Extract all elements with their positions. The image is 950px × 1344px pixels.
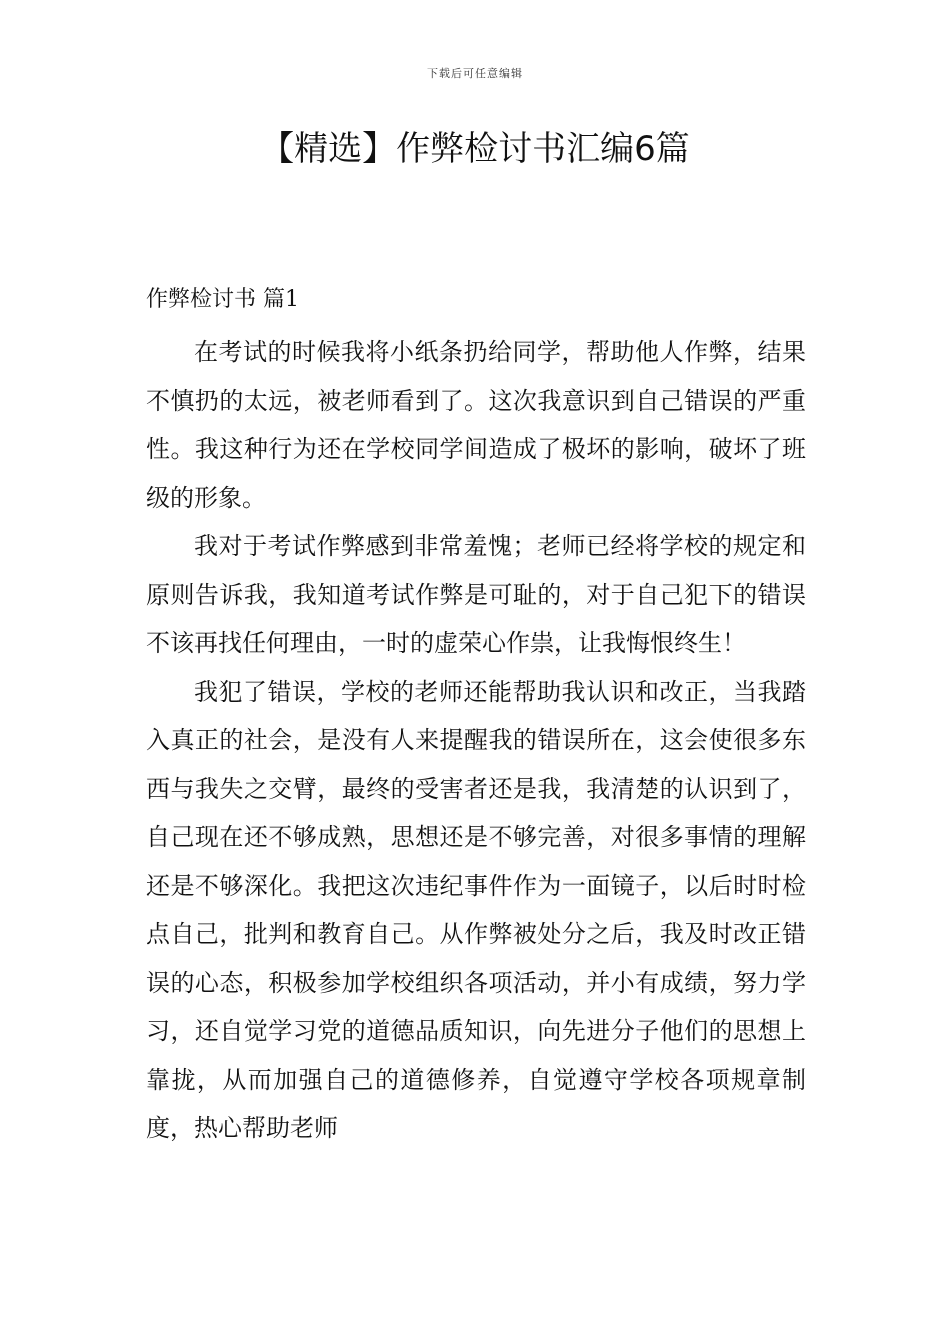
body-paragraph-3: 我犯了错误，学校的老师还能帮助我认识和改正，当我踏入真正的社会，是没有人来提醒我的错误所在，这会使很多东西与我失之交臂，最终的受害者还是我，我清楚的认识到了，自己现在还不够成熟，思想还是不够完善，对很多事情的理解还是不够深化。我把这次违纪事件作为一面镜子，以后时时检点自己，批判和教育自己。从作弊被处分之后，我及时改正错误的心态，积极参加学校组织各项活动，并小有成绩，努力学习，还自觉学习党的道德品质知识，向先进分子他们的思想上靠拢，从而加强自己的道德修养，自觉遵守学校各项规章制度，热心帮助老师: [146, 677, 806, 1142]
document-title: 【精选】作弊检讨书汇编6篇: [260, 129, 690, 169]
header-note: 下载后可任意编辑: [427, 67, 523, 80]
body-paragraph-1: 在考试的时候我将小纸条扔给同学，帮助他人作弊，结果不慎扔的太远，被老师看到了。这次我意识到自己错误的严重性。我这种行为还在学校同学间造成了极坏的影响，破坏了班级的形象。: [146, 338, 806, 512]
section-heading: 作弊检讨书 篇1: [146, 287, 299, 312]
document-body: [146, 280, 806, 1153]
body-paragraph-2: 我对于考试作弊感到非常羞愧；老师已经将学校的规定和原则告诉我，我知道考试作弊是可耻的，对于自己犯下的错误不该再找任何理由，一时的虚荣心作祟，让我悔恨终生！: [146, 532, 806, 657]
